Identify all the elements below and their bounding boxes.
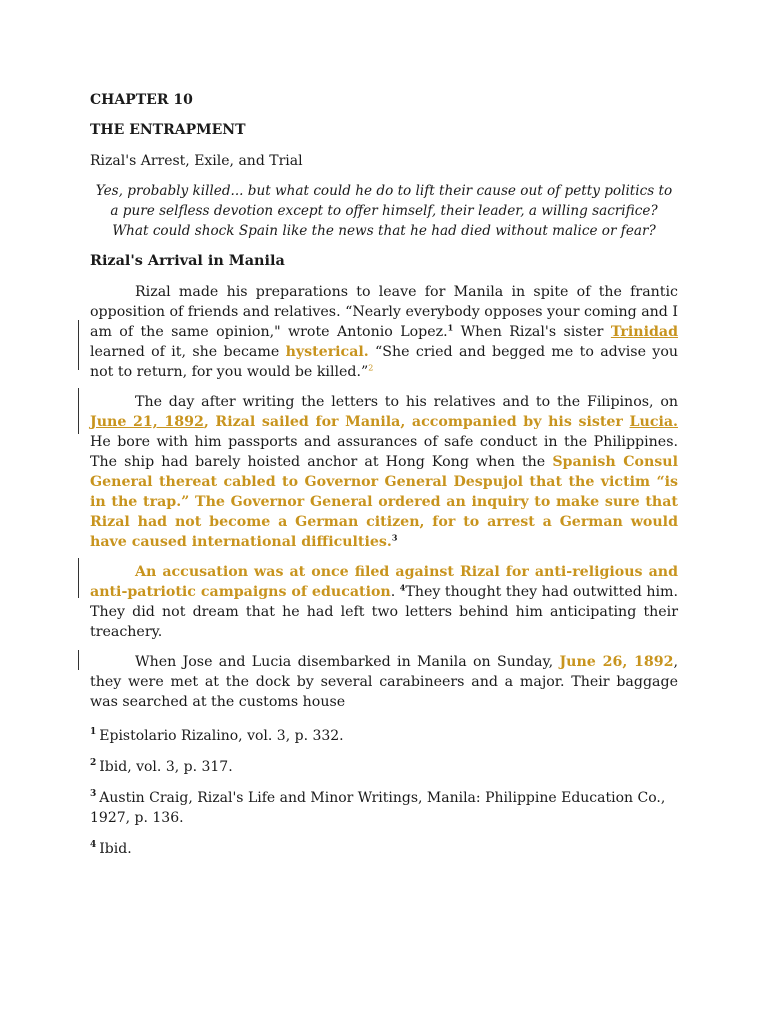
chapter-subtitle: Rizal's Arrest, Exile, and Trial	[90, 153, 303, 169]
p2-text-a: The day after writing the letters to his relatives and to the Filipinos, on	[135, 394, 678, 410]
link-date-june-21[interactable]: June 21, 1892	[90, 414, 204, 430]
footnote-ref-3[interactable]: 3	[391, 532, 398, 543]
change-bar	[78, 650, 79, 670]
footnote-item	[90, 757, 678, 777]
section-title: Rizal's Arrival in Manila	[90, 252, 285, 269]
paragraph-2	[90, 392, 678, 552]
footnote-number: 1	[90, 727, 97, 738]
p3-text-a: .	[390, 584, 400, 600]
p4-text-a: When Jose and Lucia disembarked in Manila on Sunday,	[135, 654, 560, 670]
p4-text-b: , they were met at the dock by several carabineers and a major. Their baggage was searched at the customs house	[90, 654, 679, 710]
footnote-ref-4[interactable]: 4	[399, 582, 406, 593]
p2-text-c: He bore with him passports and assurances of safe conduct in the Philippines. The ship had barely hoisted anchor at Hong Kong when the	[90, 434, 678, 470]
footnote-text: Epistolario Rizalino, vol. 3, p. 332.	[99, 728, 344, 744]
link-lucia[interactable]: Lucia.	[629, 414, 678, 430]
footnote-number: 3	[90, 789, 97, 800]
change-bar	[78, 388, 79, 434]
highlight-date-june-26: June 26, 1892	[559, 654, 674, 670]
change-bar	[78, 558, 79, 598]
footnote-ref-2[interactable]: 2	[368, 363, 374, 373]
epigraph: Yes, probably killed... but what could he do to lift their cause out of petty politics to a pure selfless devotion except to offer himself, their leader, a willing sacrifice? What could shock Spain like the news that he had died without malice or fear?	[95, 183, 673, 239]
p1-text-c: learned of it, she became	[90, 344, 286, 360]
footnote-text: Ibid.	[99, 841, 132, 857]
footnotes	[90, 726, 678, 859]
highlight-accusation: An accusation was at once filed against Rizal for anti-religious and anti-patriotic campaigns of education	[90, 564, 678, 600]
highlight-consul: Spanish Consul General thereat cabled to Governor General Despujol that the victim “is in the trap.” The Governor General ordered an inquiry to make sure that Rizal had not become a German citizen, for to arrest a German would have caused international difficulties.	[90, 454, 678, 550]
chapter-title: THE ENTRAPMENT	[90, 122, 246, 138]
footnote-item	[90, 839, 678, 859]
highlight-hysterical: hysterical.	[285, 344, 369, 360]
p3-text-b: They thought they had outwitted him. They did not dream that he had left two letters behind him anticipating their treachery.	[90, 584, 678, 640]
footnote-number: 4	[90, 840, 97, 851]
footnote-text: Austin Craig, Rizal's Life and Minor Writings, Manila: Philippine Education Co., 1927, p. 136.	[90, 790, 666, 826]
highlight-sailed: , Rizal sailed for Manila, accompanied by his sister	[203, 414, 630, 430]
paragraph-1	[90, 282, 678, 382]
link-trinidad[interactable]: Trinidad	[610, 324, 678, 340]
paragraph-3	[90, 562, 678, 642]
footnote-ref-1[interactable]: 1	[447, 322, 454, 333]
footnote-item	[90, 788, 678, 828]
p1-text-b: When Rizal's sister	[453, 324, 611, 340]
p1-text-a: Rizal made his preparations to leave for Manila in spite of the frantic opposition of friends and relatives. “Nearly everybody opposes your coming and I am of the same opinion," wrote Antonio Lopez.	[90, 284, 678, 340]
paragraph-4	[90, 652, 678, 712]
chapter-label: CHAPTER 10	[90, 92, 193, 108]
footnote-number: 2	[90, 758, 97, 769]
p1-text-d: “She cried and begged me to advise you not to return, for you would be killed.”	[90, 344, 678, 380]
footnote-text: Ibid, vol. 3, p. 317.	[99, 759, 233, 775]
footnote-item	[90, 726, 678, 746]
change-bar	[78, 320, 79, 370]
document-page	[90, 90, 678, 870]
